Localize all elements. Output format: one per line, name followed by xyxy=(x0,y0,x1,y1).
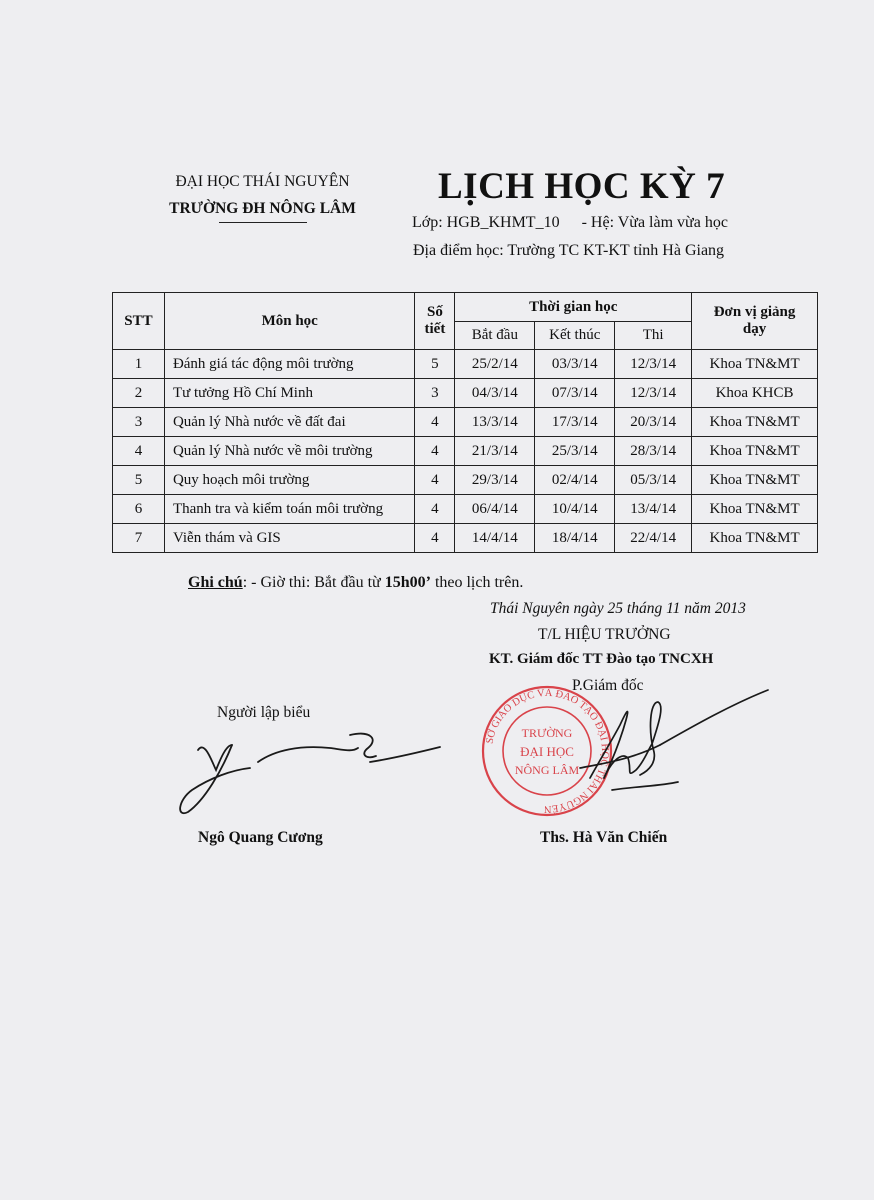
cell-subject: Đánh giá tác động môi trường xyxy=(164,350,415,379)
cell-stt: 5 xyxy=(113,466,165,495)
cell-start: 06/4/14 xyxy=(455,495,535,524)
cell-end: 07/3/14 xyxy=(535,379,615,408)
cell-start: 25/2/14 xyxy=(455,350,535,379)
stamp-line-1: TRƯỜNG xyxy=(521,726,573,740)
cell-stt: 2 xyxy=(113,379,165,408)
system-label: - Hệ: Vừa làm vừa học xyxy=(581,214,728,231)
class-label: Lớp: HGB_KHMT_10 xyxy=(412,214,560,231)
cell-exam: 28/3/14 xyxy=(615,437,692,466)
signer-name: Ths. Hà Văn Chiến xyxy=(540,829,668,846)
cell-unit: Khoa KHCB xyxy=(692,379,818,408)
cell-subject: Quản lý Nhà nước về môi trường xyxy=(164,437,415,466)
cell-end: 10/4/14 xyxy=(535,495,615,524)
header-subject: Môn học xyxy=(164,293,415,350)
cell-exam: 20/3/14 xyxy=(615,408,692,437)
cell-subject: Tư tưởng Hồ Chí Minh xyxy=(164,379,415,408)
header-unit-line1: Đơn vị giảng xyxy=(713,304,796,320)
cell-exam: 12/3/14 xyxy=(615,379,692,408)
header-stt: STT xyxy=(113,293,165,350)
header-start: Bắt đầu xyxy=(455,322,535,350)
cell-periods: 4 xyxy=(415,408,455,437)
cell-start: 13/3/14 xyxy=(455,408,535,437)
cell-unit: Khoa TN&MT xyxy=(692,437,818,466)
cell-exam: 12/3/14 xyxy=(615,350,692,379)
maker-signature xyxy=(180,734,440,814)
cell-periods: 4 xyxy=(415,524,455,553)
cell-stt: 3 xyxy=(113,408,165,437)
maker-label: Người lập biểu xyxy=(217,704,311,721)
cell-periods: 3 xyxy=(415,379,455,408)
cell-subject: Quản lý Nhà nước về đất đai xyxy=(164,408,415,437)
cell-unit: Khoa TN&MT xyxy=(692,466,818,495)
cell-stt: 1 xyxy=(113,350,165,379)
maker-name: Ngô Quang Cương xyxy=(198,829,323,846)
stamp-seal xyxy=(483,687,611,815)
cell-stt: 4 xyxy=(113,437,165,466)
date-line: Thái Nguyên ngày 25 tháng 11 năm 2013 xyxy=(490,600,746,617)
cell-subject: Quy hoạch môi trường xyxy=(164,466,415,495)
cell-subject: Thanh tra và kiểm toán môi trường xyxy=(164,495,415,524)
signer-title-2: KT. Giám đốc TT Đào tạo TNCXH xyxy=(489,651,714,667)
cell-end: 03/3/14 xyxy=(535,350,615,379)
cell-end: 02/4/14 xyxy=(535,466,615,495)
cell-periods: 5 xyxy=(415,350,455,379)
cell-start: 04/3/14 xyxy=(455,379,535,408)
cell-exam: 05/3/14 xyxy=(615,466,692,495)
stamp-line-3: NÔNG LÂM xyxy=(514,763,580,777)
note-text-before: : - Giờ thi: Bắt đầu từ xyxy=(242,574,385,591)
cell-end: 25/3/14 xyxy=(535,437,615,466)
header-unit-line2: dạy xyxy=(742,321,767,337)
cell-start: 14/4/14 xyxy=(455,524,535,553)
cell-stt: 7 xyxy=(113,524,165,553)
header-periods-line1: Số xyxy=(426,304,443,320)
cell-periods: 4 xyxy=(415,466,455,495)
header-end: Kết thúc xyxy=(535,322,615,350)
header-exam: Thi xyxy=(615,322,692,350)
location-info: Địa điểm học: Trường TC KT-KT tỉnh Hà Giang xyxy=(413,242,725,259)
cell-end: 18/4/14 xyxy=(535,524,615,553)
stamp-line-2: ĐẠI HỌC xyxy=(520,744,574,759)
cell-unit: Khoa TN&MT xyxy=(692,524,818,553)
cell-exam: 13/4/14 xyxy=(615,495,692,524)
header-time: Thời gian học xyxy=(455,293,692,322)
cell-end: 17/3/14 xyxy=(535,408,615,437)
stamp-ring-text: SỞ GIÁO DỤC VÀ ĐÀO TẠO ĐẠI HỌC THÁI NGUYÊN xyxy=(484,687,611,815)
cell-subject: Viễn thám và GIS xyxy=(164,524,415,553)
cell-start: 21/3/14 xyxy=(455,437,535,466)
note-time: 15h00’ xyxy=(384,574,431,591)
cell-stt: 6 xyxy=(113,495,165,524)
cell-start: 29/3/14 xyxy=(455,466,535,495)
university-name: ĐẠI HỌC THÁI NGUYÊN xyxy=(175,173,350,190)
cell-unit: Khoa TN&MT xyxy=(692,495,818,524)
cell-unit: Khoa TN&MT xyxy=(692,350,818,379)
header-periods-line2: tiết xyxy=(424,321,446,337)
page-title: LỊCH HỌC KỲ 7 xyxy=(438,166,726,207)
school-name: TRƯỜNG ĐH NÔNG LÂM xyxy=(169,200,356,217)
cell-unit: Khoa TN&MT xyxy=(692,408,818,437)
signer-title-3: P.Giám đốc xyxy=(572,677,644,694)
cell-exam: 22/4/14 xyxy=(615,524,692,553)
cell-periods: 4 xyxy=(415,437,455,466)
note-text-after: theo lịch trên. xyxy=(430,574,524,591)
signer-title-1: T/L HIỆU TRƯỞNG xyxy=(538,626,671,643)
cell-periods: 4 xyxy=(415,495,455,524)
note-label: Ghi chú xyxy=(188,574,243,591)
